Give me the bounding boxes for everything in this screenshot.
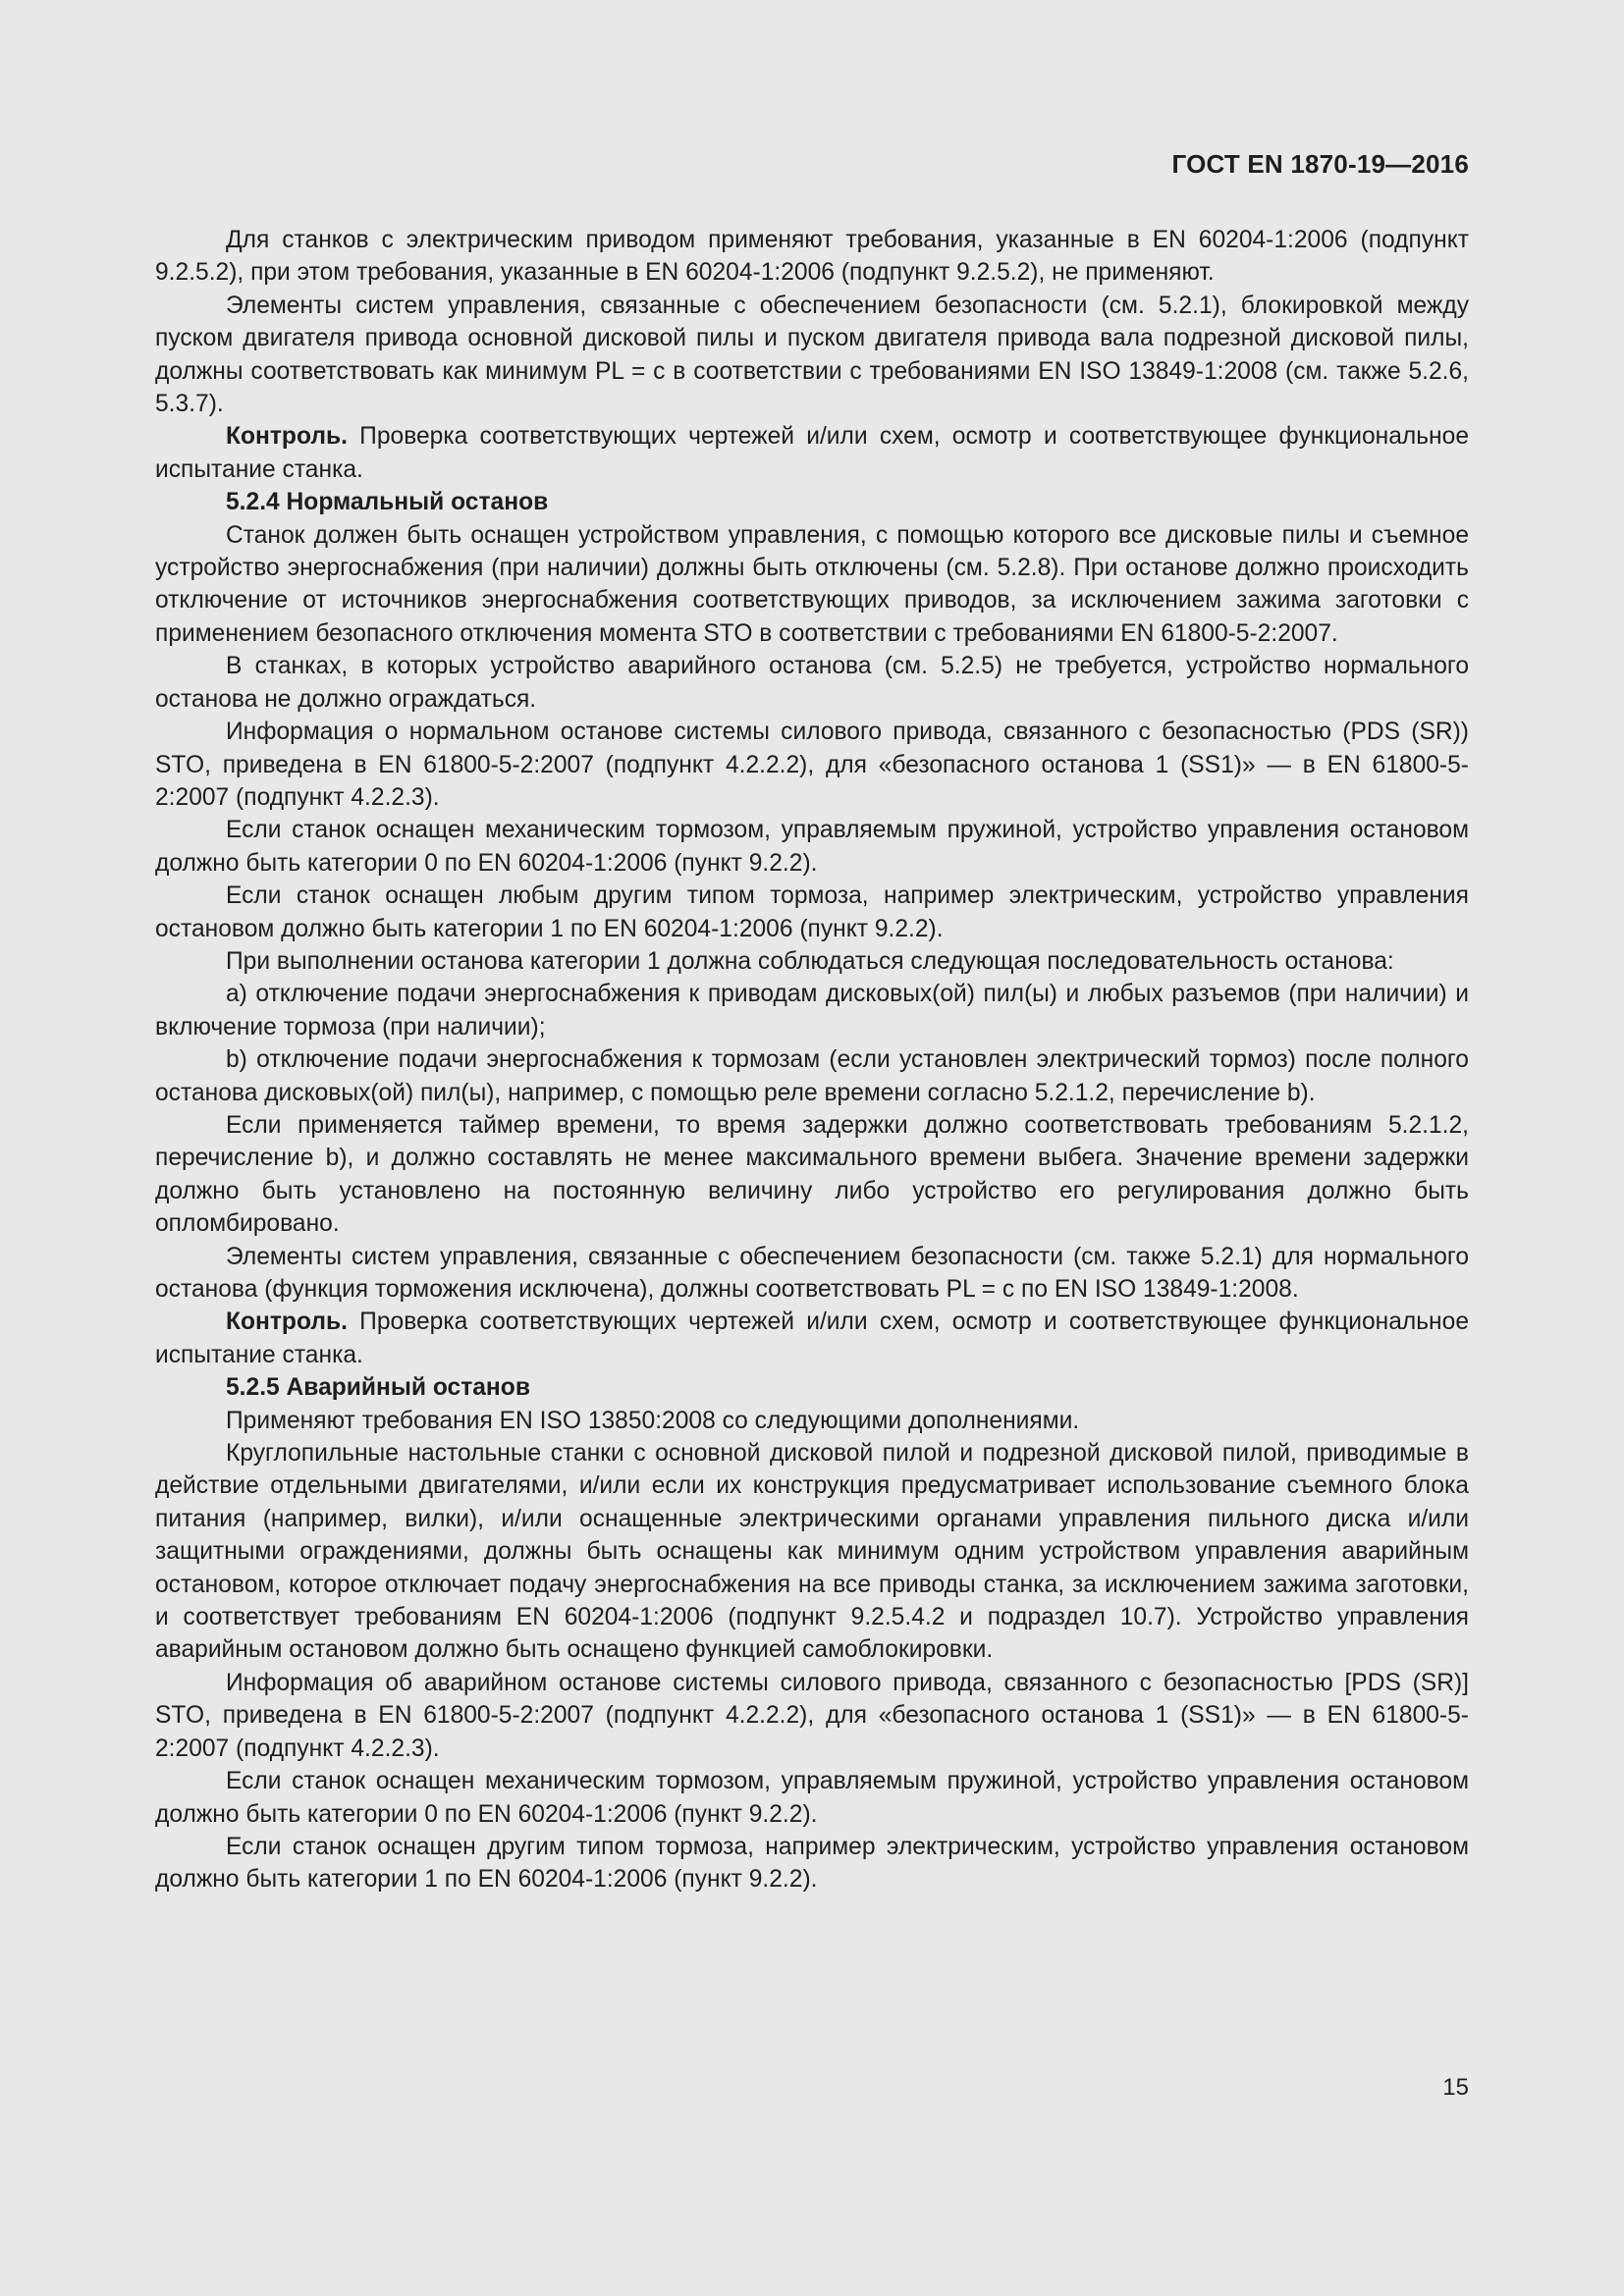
document-body bbox=[155, 224, 1469, 1896]
control-text: Проверка соответствующих чертежей и/или схем, осмотр и соответствующее функциональное испытание станка. bbox=[155, 1308, 1469, 1368]
control-text: Проверка соответствующих чертежей и/или схем, осмотр и соответствующее функциональное испытание станка. bbox=[155, 423, 1469, 483]
body-paragraph: b) отключение подачи энергоснабжения к тормозам (если установлен электрический тормоз) после полного останова дисковых(ой) пил(ы), например, с помощью реле времени согласно 5.2.1.2, перечисление b). bbox=[155, 1046, 1469, 1106]
body-paragraph: Элементы систем управления, связанные с обеспечением безопасности (см. 5.2.1), блокировкой между пуском двигателя привода основной дисковой пилы и пуском двигателя привода вала подрезной дисковой пилы, должны соответствовать как минимум PL = c в соответствии с требованиями EN ISO 13849-1:2008 (см. также 5.2.6, 5.3.7). bbox=[155, 292, 1469, 418]
body-paragraph: Круглопильные настольные станки с основной дисковой пилой и подрезной дисковой пилой, приводимые в действие отдельными двигателями, и/или если их конструкция предусматривает использование съемного блока питания (например, вилки), и/или оснащенные электрическими органами управления пильного диска и/или защитными ограждениями, должны быть оснащены как минимум одним устройством управления аварийным остановом, которое отключает подачу энергоснабжения на все приводы станка, за исключением зажима заготовки, и соответствует требованиям EN 60204-1:2006 (подпункт 9.2.5.4.2 и подраздел 10.7). Устройство управления аварийным остановом должно быть оснащено функцией самоблокировки. bbox=[155, 1440, 1469, 1664]
body-paragraph: Применяют требования EN ISO 13850:2008 со следующими дополнениями. bbox=[226, 1407, 1080, 1434]
body-paragraph: Если станок оснащен любым другим типом тормоза, например электрическим, устройство управления остановом должно быть категории 1 по EN 60204-1:2006 (пункт 9.2.2). bbox=[155, 882, 1469, 942]
body-paragraph: В станках, в которых устройство аварийного останова (см. 5.2.5) не требуется, устройство нормального останова не должно ограждаться. bbox=[155, 653, 1469, 713]
control-label: Контроль. bbox=[226, 1308, 348, 1336]
body-paragraph: Станок должен быть оснащен устройством управления, с помощью которого все дисковые пилы и съемное устройство энергоснабжения (при наличии) должны быть отключены (см. 5.2.8). При останове должно происходить отключение от источников энергоснабжения соответствующих приводов, за исключением зажима заготовки с применением безопасного отключения момента STO в соответствии с требованиями EN 61800-5-2:2007. bbox=[155, 521, 1469, 647]
body-paragraph: Информация об аварийном останове системы силового привода, связанного с безопасностью [PDS (SR)] STO, приведена в EN 61800-5-2:2007 (подпункт 4.2.2.2), для «безопасного останова 1 (SS1)» — в EN 61800-5-2:2007 (подпункт 4.2.2.3). bbox=[155, 1669, 1469, 1762]
control-paragraph bbox=[155, 1306, 1469, 1371]
body-paragraph: Если применяется таймер времени, то время задержки должно соответствовать требованиям 5.2.1.2, перечисление b), и должно составлять не менее максимального времени выбега. Значение времени задержки должно быть установлено на постоянную величину либо устройство его регулирования должно быть опломбировано. bbox=[155, 1111, 1469, 1238]
control-label: Контроль. bbox=[226, 423, 348, 451]
body-paragraph: Если станок оснащен механическим тормозом, управляемым пружиной, устройство управления остановом должно быть категории 0 по EN 60204-1:2006 (пункт 9.2.2). bbox=[155, 1768, 1469, 1828]
body-paragraph: Если станок оснащен другим типом тормоза, например электрическим, устройство управления остановом должно быть категории 1 по EN 60204-1:2006 (пункт 9.2.2). bbox=[155, 1833, 1469, 1894]
section-heading: 5.2.5 Аварийный останов bbox=[226, 1374, 530, 1402]
body-paragraph: Информация о нормальном останове системы силового привода, связанного с безопасностью (PDS (SR)) STO, приведена в EN 61800-5-2:2007 (подпункт 4.2.2.2), для «безопасного останова 1 (SS1)» — в EN 61800-5-2:2007 (подпункт 4.2.2.3). bbox=[155, 719, 1469, 811]
body-paragraph: Если станок оснащен механическим тормозом, управляемым пружиной, устройство управления остановом должно быть категории 0 по EN 60204-1:2006 (пункт 9.2.2). bbox=[155, 817, 1469, 877]
body-paragraph: a) отключение подачи энергоснабжения к приводам дисковых(ой) пил(ы) и любых разъемов (при наличии) и включение тормоза (при наличии); bbox=[155, 981, 1469, 1041]
page-number: 15 bbox=[1442, 2074, 1469, 2101]
control-paragraph bbox=[155, 420, 1469, 486]
section-heading: 5.2.4 Нормальный останов bbox=[226, 489, 549, 516]
body-paragraph: При выполнении останова категории 1 должна соблюдаться следующая последовательность останова: bbox=[226, 947, 1394, 975]
document-code-header: ГОСТ EN 1870-19—2016 bbox=[1171, 149, 1469, 179]
body-paragraph: Элементы систем управления, связанные с обеспечением безопасности (см. также 5.2.1) для нормального останова (функция торможения исключена), должны соответствовать PL = c по EN ISO 13849-1:2008. bbox=[155, 1243, 1469, 1303]
body-paragraph: Для станков с электрическим приводом применяют требования, указанные в EN 60204-1:2006 (подпункт 9.2.5.2), при этом требования, указанные в EN 60204-1:2006 (подпункт 9.2.5.2), не применяют. bbox=[155, 227, 1469, 287]
